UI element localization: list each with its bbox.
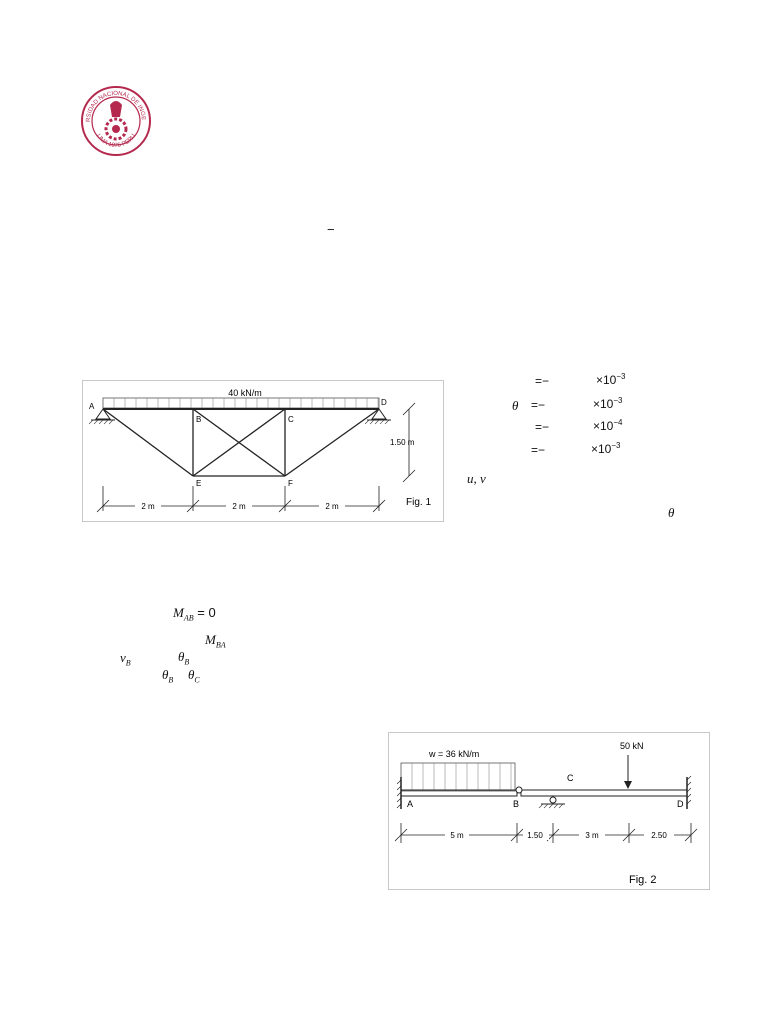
span-label-1: 2 m: [141, 502, 155, 511]
figure-2-beam: [388, 732, 710, 890]
result-row-3: [535, 420, 549, 434]
fig2-distributed-load-block: [401, 763, 515, 791]
result-eq-4: =−: [531, 443, 546, 457]
result-factor-2: $\times 10^{-3}$: [593, 396, 623, 411]
rotation-theta-b: $\theta_B$: [178, 649, 190, 667]
point-load-label: 50 kN: [620, 741, 644, 751]
fig2-span-label-1: 5 m: [450, 831, 464, 840]
result-row-1: [535, 374, 549, 388]
truss-diagram: [83, 381, 443, 521]
fixed-support-d: [687, 776, 691, 809]
fig2-node-b: B: [513, 799, 520, 809]
node-a: A: [89, 402, 95, 411]
stray-minus-sign: −: [327, 222, 335, 237]
fixed-support-a: [397, 777, 401, 809]
result-factor-3: $\times 10^{-4}$: [593, 418, 623, 433]
node-f: F: [288, 479, 293, 488]
result-eq-1: =−: [535, 374, 550, 388]
node-d: D: [381, 398, 387, 407]
hinge-b: [516, 787, 522, 793]
moment-mba: $M_{BA}$: [205, 632, 226, 650]
beam-diagram: [389, 733, 709, 889]
rotation-theta-c: $\theta_C$: [188, 667, 200, 685]
beam-bd: [521, 790, 687, 796]
result-eq-2: =−: [531, 398, 546, 412]
fig1-load-label: 40 kN/m: [228, 388, 262, 398]
rotation-theta: θ: [668, 505, 675, 520]
node-b: B: [196, 415, 202, 424]
result-row-4: [531, 443, 545, 457]
seal-ring-text: RSIDAD NACIONAL DE INGE: [85, 90, 147, 123]
roller-support-c: [539, 797, 565, 808]
fig2-span-label-3: 3 m: [585, 831, 599, 840]
fig2-node-c: C: [567, 773, 574, 783]
result-factor-4: $\times 10^{-3}$: [591, 441, 621, 456]
university-seal: [80, 85, 152, 157]
rotation-theta-b-2: $\theta_B$: [162, 667, 174, 685]
fig2-node-a: A: [407, 799, 414, 809]
result-row-2: [531, 398, 545, 412]
fig1-height-label: 1.50 m: [390, 438, 415, 447]
figure-1-truss: [82, 380, 444, 522]
university-seal-icon: [80, 85, 152, 157]
pin-support-a: [89, 409, 115, 424]
result-symbol-theta: θ: [512, 398, 519, 413]
point-load-arrow: [624, 755, 632, 789]
moment-mab-eq: $M_{AB} = 0$: [173, 605, 216, 623]
result-eq-3: =−: [535, 420, 550, 434]
result-factor-1: $\times 10^{-3}$: [596, 372, 626, 387]
deflection-vb: $v_B$: [120, 650, 131, 668]
fig2-span-label-2: 1.50: [527, 831, 543, 840]
fig2-span-label-4: 2.50: [651, 831, 667, 840]
fig1-caption: Fig. 1: [406, 497, 432, 508]
node-e: E: [196, 479, 202, 488]
truss-members: [103, 409, 379, 476]
span-label-2: 2 m: [232, 502, 246, 511]
fig2-caption: Fig. 2: [629, 874, 657, 886]
fig2-load-label: w = 36 kN/m: [429, 749, 480, 759]
seal-bottom-text: LIMA 1876 PERU: [94, 133, 138, 150]
node-c: C: [288, 415, 294, 424]
displacement-uv: u, v: [467, 471, 486, 486]
distributed-load-block: [103, 398, 379, 408]
span-label-3: 2 m: [325, 502, 339, 511]
fig2-node-d: D: [677, 799, 684, 809]
